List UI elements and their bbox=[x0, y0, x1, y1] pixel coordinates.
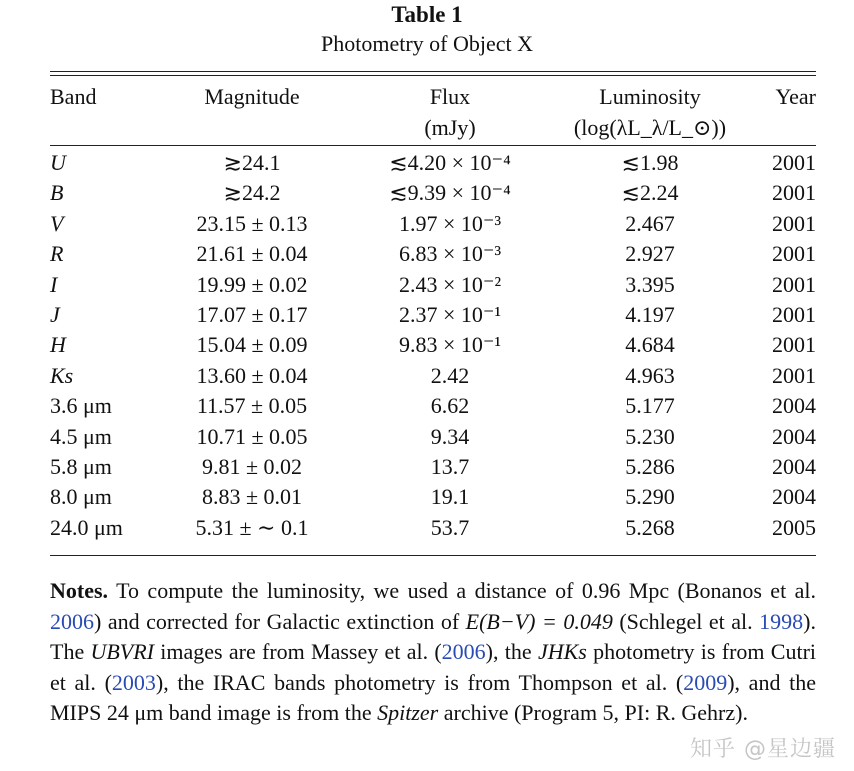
header-flux-unit: (mJy) bbox=[424, 115, 476, 140]
cell-band: Ks bbox=[50, 362, 74, 388]
notes-text: ) and corrected for Galactic extinction of bbox=[94, 608, 466, 634]
cell-year: 2001 bbox=[772, 332, 816, 358]
cell-band: U bbox=[50, 150, 66, 175]
cell-year: 2001 bbox=[772, 180, 816, 206]
cell-band: 24.0 μm bbox=[50, 514, 123, 540]
cell-flux: 2.43 × 10⁻² bbox=[398, 271, 502, 297]
watermark-text: 知乎 @星边疆 bbox=[690, 737, 836, 762]
cell-magnitude: 9.81 ± 0.02 bbox=[201, 454, 303, 479]
top-rule bbox=[50, 71, 816, 72]
cell-luminosity: 3.395 bbox=[625, 271, 675, 297]
header-luminosity: Luminosity bbox=[599, 84, 701, 109]
cell-luminosity: 2.467 bbox=[625, 210, 675, 236]
cell-flux: 19.1 bbox=[430, 484, 470, 510]
header-year: Year bbox=[775, 84, 816, 109]
cell-flux: ≲9.39 × 10⁻⁴ bbox=[389, 180, 511, 206]
cell-luminosity: 4.684 bbox=[625, 332, 675, 358]
cell-magnitude: 11.57 ± 0.05 bbox=[196, 393, 308, 419]
cell-band: H bbox=[50, 332, 66, 358]
cell-magnitude: ≳24.2 bbox=[223, 180, 281, 206]
cell-year: 2004 bbox=[772, 484, 816, 510]
cell-year: 2004 bbox=[772, 454, 816, 479]
cell-magnitude: 10.71 ± 0.05 bbox=[196, 423, 308, 449]
cell-magnitude: 17.07 ± 0.17 bbox=[196, 302, 308, 327]
header-flux: Flux bbox=[429, 84, 471, 109]
cell-magnitude: 13.60 ± 0.04 bbox=[196, 362, 308, 388]
cell-band: I bbox=[50, 271, 58, 297]
cell-flux: ≲4.20 × 10⁻⁴ bbox=[389, 150, 511, 175]
cell-year: 2005 bbox=[772, 514, 816, 540]
cell-flux: 9.34 bbox=[430, 423, 470, 449]
cell-magnitude: 15.04 ± 0.09 bbox=[196, 332, 308, 358]
citation-link[interactable]: 1998 bbox=[759, 608, 804, 634]
notes-text: ), the bbox=[485, 639, 538, 664]
cell-luminosity: 5.268 bbox=[625, 514, 675, 540]
notes-text: ), the IRAC bands photometry is from Thompson et al. ( bbox=[155, 669, 684, 695]
cell-year: 2004 bbox=[772, 393, 816, 419]
table-notes bbox=[50, 576, 816, 729]
cell-year: 2001 bbox=[772, 362, 816, 388]
cell-magnitude: 8.83 ± 0.01 bbox=[201, 484, 303, 510]
cell-year: 2001 bbox=[772, 302, 816, 327]
notes-italic: UBVRI bbox=[90, 639, 155, 664]
cell-year: 2001 bbox=[772, 150, 816, 175]
table-caption-title: Table 1 bbox=[391, 2, 463, 27]
cell-band: 8.0 μm bbox=[50, 484, 112, 510]
cell-magnitude: 23.15 ± 0.13 bbox=[196, 210, 308, 236]
header-band: Band bbox=[50, 84, 97, 109]
cell-band: R bbox=[50, 241, 64, 267]
header-magnitude: Magnitude bbox=[204, 84, 300, 109]
cell-band: 4.5 μm bbox=[50, 423, 112, 449]
cell-luminosity: 4.963 bbox=[625, 362, 675, 388]
cell-luminosity: ≲2.24 bbox=[621, 180, 679, 206]
header-luminosity-unit: (log(λL_λ/L_⊙)) bbox=[573, 115, 727, 140]
cell-band: V bbox=[50, 210, 64, 236]
cell-magnitude: 19.99 ± 0.02 bbox=[196, 271, 308, 297]
cell-luminosity: 5.286 bbox=[625, 454, 675, 479]
top-rule-second bbox=[50, 75, 816, 76]
cell-luminosity: 5.290 bbox=[625, 484, 675, 510]
cell-flux: 6.83 × 10⁻³ bbox=[398, 241, 502, 267]
notes-text: (Schlegel et al. bbox=[612, 608, 760, 634]
cell-luminosity: 2.927 bbox=[625, 241, 675, 267]
notes-text: To compute the luminosity, we used a distance of 0.96 Mpc (Bonanos et al. bbox=[116, 578, 816, 603]
notes-italic: JHKs bbox=[537, 639, 587, 664]
citation-link[interactable]: 2006 bbox=[50, 608, 94, 634]
cell-luminosity: 4.197 bbox=[625, 302, 675, 327]
cell-band: 5.8 μm bbox=[50, 454, 112, 479]
notes-text: archive (Program 5, PI: R. Gehrz). bbox=[438, 700, 748, 725]
header-rule bbox=[50, 145, 816, 146]
notes-label: Notes. bbox=[50, 578, 109, 603]
notes-text: ). The bbox=[50, 608, 816, 664]
cell-flux: 6.62 bbox=[430, 393, 470, 419]
bottom-rule bbox=[50, 555, 816, 556]
notes-math: E(B−V) = 0.049 bbox=[465, 608, 613, 634]
cell-magnitude: 5.31 ± ∼ 0.1 bbox=[195, 514, 309, 540]
cell-flux: 9.83 × 10⁻¹ bbox=[398, 332, 502, 358]
cell-luminosity: 5.230 bbox=[625, 423, 675, 449]
notes-italic: Spitzer bbox=[377, 700, 439, 725]
citation-link[interactable]: 2003 bbox=[111, 669, 156, 695]
notes-text: ), and the MIPS 24 μm band image is from the bbox=[50, 669, 816, 725]
table-caption-subtitle: Photometry of Object X bbox=[320, 31, 534, 56]
cell-flux: 53.7 bbox=[430, 514, 470, 540]
cell-luminosity: ≲1.98 bbox=[621, 150, 679, 175]
cell-band: J bbox=[50, 302, 60, 327]
cell-luminosity: 5.177 bbox=[625, 393, 675, 419]
cell-year: 2001 bbox=[772, 271, 816, 297]
cell-magnitude: ≳24.1 bbox=[223, 150, 281, 175]
cell-year: 2004 bbox=[772, 423, 816, 449]
cell-year: 2001 bbox=[772, 210, 816, 236]
notes-text: photometry is from Cutri et al. ( bbox=[50, 639, 817, 695]
cell-flux: 13.7 bbox=[430, 454, 470, 479]
cell-band: B bbox=[50, 180, 64, 206]
cell-flux: 2.42 bbox=[430, 362, 470, 388]
cell-flux: 2.37 × 10⁻¹ bbox=[398, 302, 502, 327]
citation-link[interactable]: 2009 bbox=[683, 669, 728, 695]
citation-link[interactable]: 2006 bbox=[441, 639, 486, 664]
cell-band: 3.6 μm bbox=[50, 393, 112, 419]
notes-text: images are from Massey et al. ( bbox=[154, 639, 442, 664]
cell-magnitude: 21.61 ± 0.04 bbox=[196, 241, 308, 267]
cell-flux: 1.97 × 10⁻³ bbox=[398, 210, 502, 236]
cell-year: 2001 bbox=[772, 241, 816, 267]
